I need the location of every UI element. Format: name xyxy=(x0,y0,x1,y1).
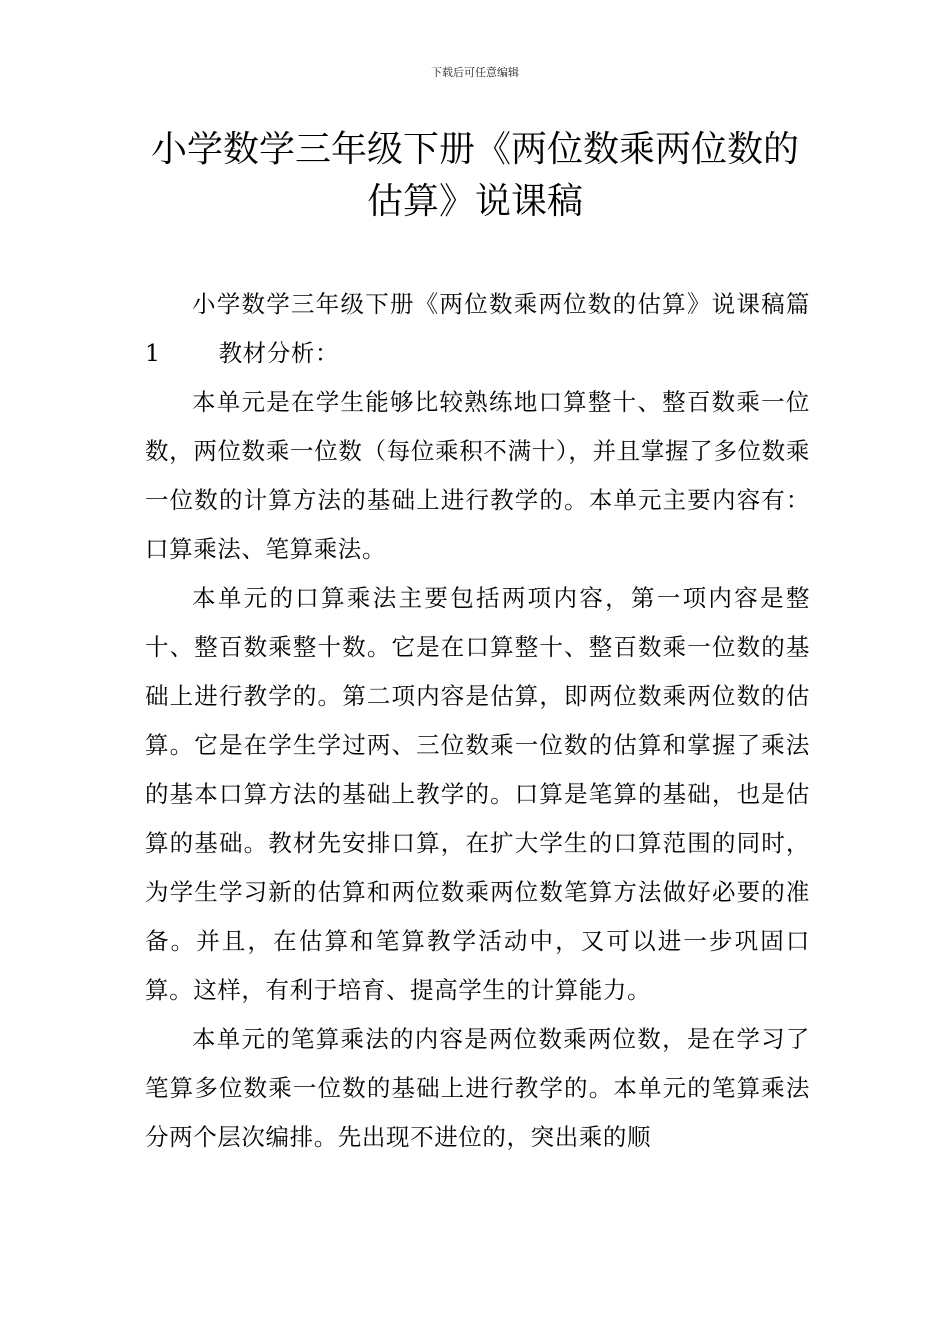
title-line-2: 估算》说课稿 xyxy=(366,181,583,222)
document-title xyxy=(120,124,830,228)
intro-paragraph xyxy=(145,280,810,378)
title-line-1: 小学数学三年级下册《两位数乘两位数的 xyxy=(150,129,799,170)
document-body xyxy=(145,280,810,1162)
intro-heading: 小学数学三年级下册《两位数乘两位数的估算》说课稿篇1 xyxy=(145,290,810,367)
header-note: 下载后可任意编辑 xyxy=(431,66,519,79)
paragraph-2: 本单元的口算乘法主要包括两项内容，第一项内容是整十、整百数乘整十数。它是在口算整十、整百数乘一位数的基础上进行教学的。第二项内容是估算，即两位数乘两位数的估算。它是在学生学过两、三位数乘一位数的估算和掌握了乘法的基本口算方法的基础上教学的。口算是笔算的基础，也是估算的基础。教材先安排口算，在扩大学生的口算范围的同时，为学生学习新的估算和两位数乘两位数笔算方法做好必要的准备。并且，在估算和笔算教学活动中，又可以进一步巩固口算。这样，有利于培育、提高学生的计算能力。 xyxy=(145,584,810,1004)
paragraph-3: 本单元的笔算乘法的内容是两位数乘两位数，是在学习了笔算多位数乘一位数的基础上进行教学的。本单元的笔算乘法分两个层次编排。先出现不进位的，突出乘的顺 xyxy=(145,1025,810,1151)
intro-label: 教材分析： xyxy=(218,339,340,367)
paragraph-1: 本单元是在学生能够比较熟练地口算整十、整百数乘一位数，两位数乘一位数（每位乘积不满十），并且掌握了多位数乘一位数的计算方法的基础上进行教学的。本单元主要内容有：口算乘法、笔算乘法。 xyxy=(145,388,810,563)
